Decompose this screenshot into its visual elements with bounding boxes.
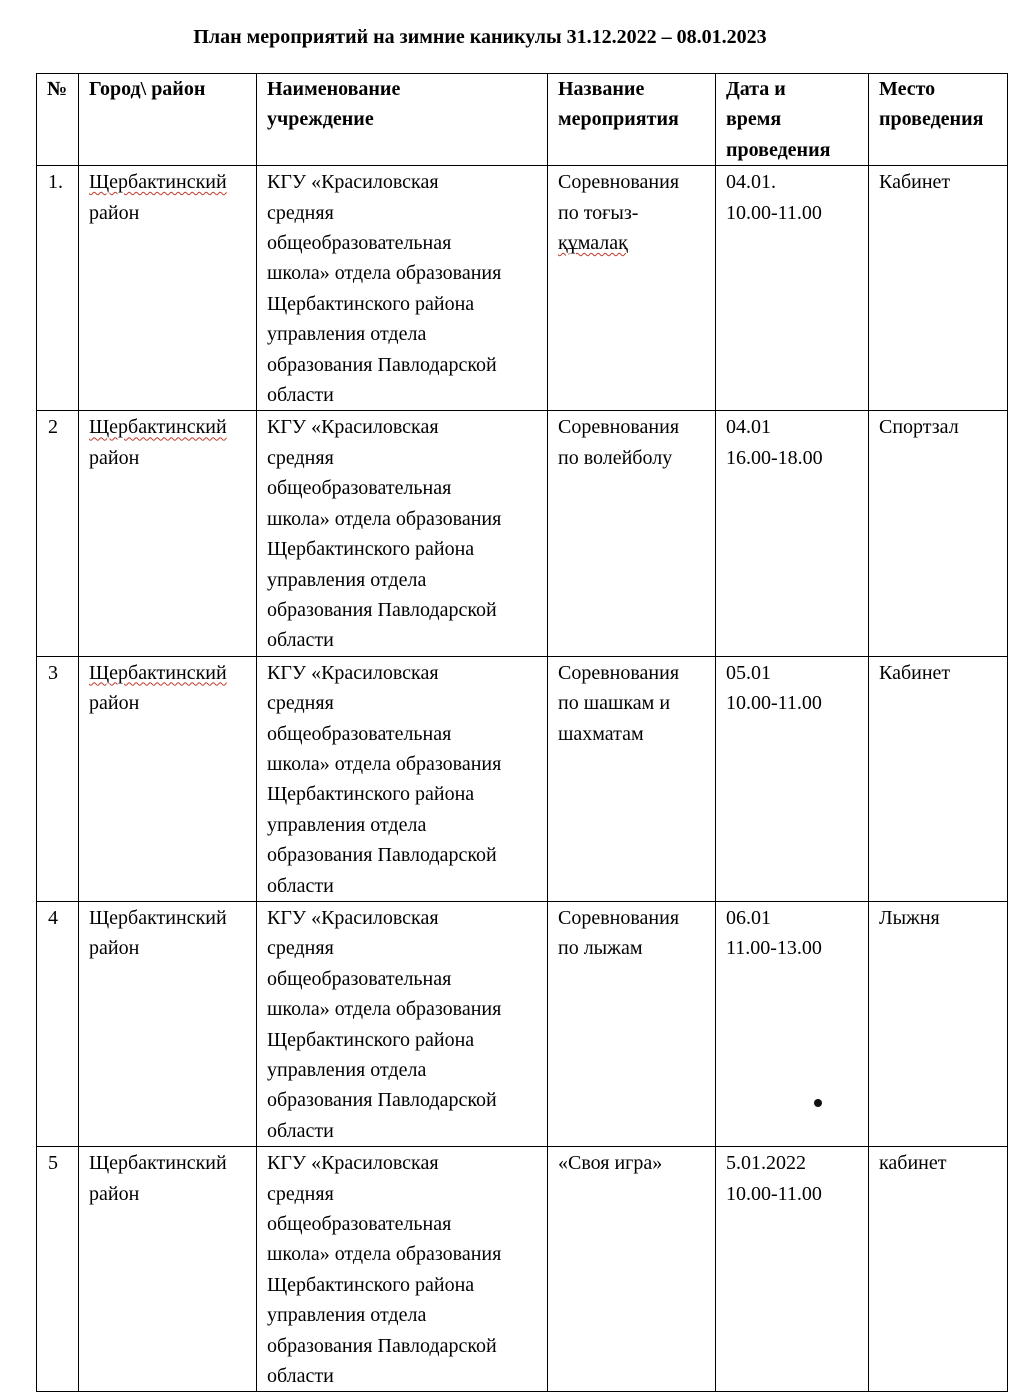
table-row — [37, 656, 1008, 901]
document-title: План мероприятий на зимние каникулы 31.12.2022 – 08.01.2023 — [193, 26, 767, 48]
row-institution: КГУ «Красиловская средняя общеобразовательная школа» отдела образования Щербактинского района управления отдела образования Павлодарской области — [257, 1147, 548, 1392]
row-datetime: 05.01 10.00-11.00 — [716, 656, 869, 901]
header-datetime: Дата и время проведения — [716, 74, 869, 166]
row-event: «Своя игра» — [548, 1147, 716, 1392]
table-row — [37, 166, 1008, 411]
row-event: Соревнования по лыжам — [548, 901, 716, 1146]
row-city: Щербактинский район — [79, 656, 257, 901]
row-place: кабинет — [869, 1147, 1008, 1392]
row-event: Соревнования по шашкам и шахматам — [548, 656, 716, 901]
row-institution: КГУ «Красиловская средняя общеобразовательная школа» отдела образования Щербактинского района управления отдела образования Павлодарской области — [257, 656, 548, 901]
table-header-row — [37, 74, 1008, 166]
row-number: 2 — [37, 411, 79, 656]
events-table — [36, 73, 1008, 1392]
row-number: 1. — [37, 166, 79, 411]
row-number: 4 — [37, 901, 79, 1146]
row-city: Щербактинский район — [79, 411, 257, 656]
row-place: Кабинет — [869, 656, 1008, 901]
row-city: Щербактинский район — [79, 901, 257, 1146]
header-city: Город\ район — [79, 74, 257, 166]
row-event: Соревнования по волейболу — [548, 411, 716, 656]
row-datetime: 06.01 11.00-13.00 — [716, 901, 869, 1146]
row-place: Спортзал — [869, 411, 1008, 656]
row-institution: КГУ «Красиловская средняя общеобразовательная школа» отдела образования Щербактинского района управления отдела образования Павлодарской области — [257, 901, 548, 1146]
row-institution: КГУ «Красиловская средняя общеобразовательная школа» отдела образования Щербактинского района управления отдела образования Павлодарской области — [257, 411, 548, 656]
table-row — [37, 411, 1008, 656]
row-number: 5 — [37, 1147, 79, 1392]
events-table-container — [36, 73, 1008, 1388]
table-row — [37, 1147, 1008, 1392]
row-datetime: 5.01.2022 10.00-11.00 — [716, 1147, 869, 1392]
table-row — [37, 901, 1008, 1146]
row-place: Кабинет — [869, 166, 1008, 411]
header-number: № — [37, 74, 79, 166]
row-institution: КГУ «Красиловская средняя общеобразовательная школа» отдела образования Щербактинского района управления отдела образования Павлодарской области — [257, 166, 548, 411]
header-institution: Наименование учреждение — [257, 74, 548, 166]
row-number: 3 — [37, 656, 79, 901]
header-place: Место проведения — [869, 74, 1008, 166]
row-place: Лыжня — [869, 901, 1008, 1146]
header-event: Название мероприятия — [548, 74, 716, 166]
bullet-dot-icon — [814, 1099, 822, 1107]
row-city: Щербактинский район — [79, 1147, 257, 1392]
row-datetime: 04.01 16.00-18.00 — [716, 411, 869, 656]
row-datetime: 04.01. 10.00-11.00 — [716, 166, 869, 411]
row-event: Соревнования по тоғыз- құмалақ — [548, 166, 716, 411]
row-city: Щербактинский район — [79, 166, 257, 411]
